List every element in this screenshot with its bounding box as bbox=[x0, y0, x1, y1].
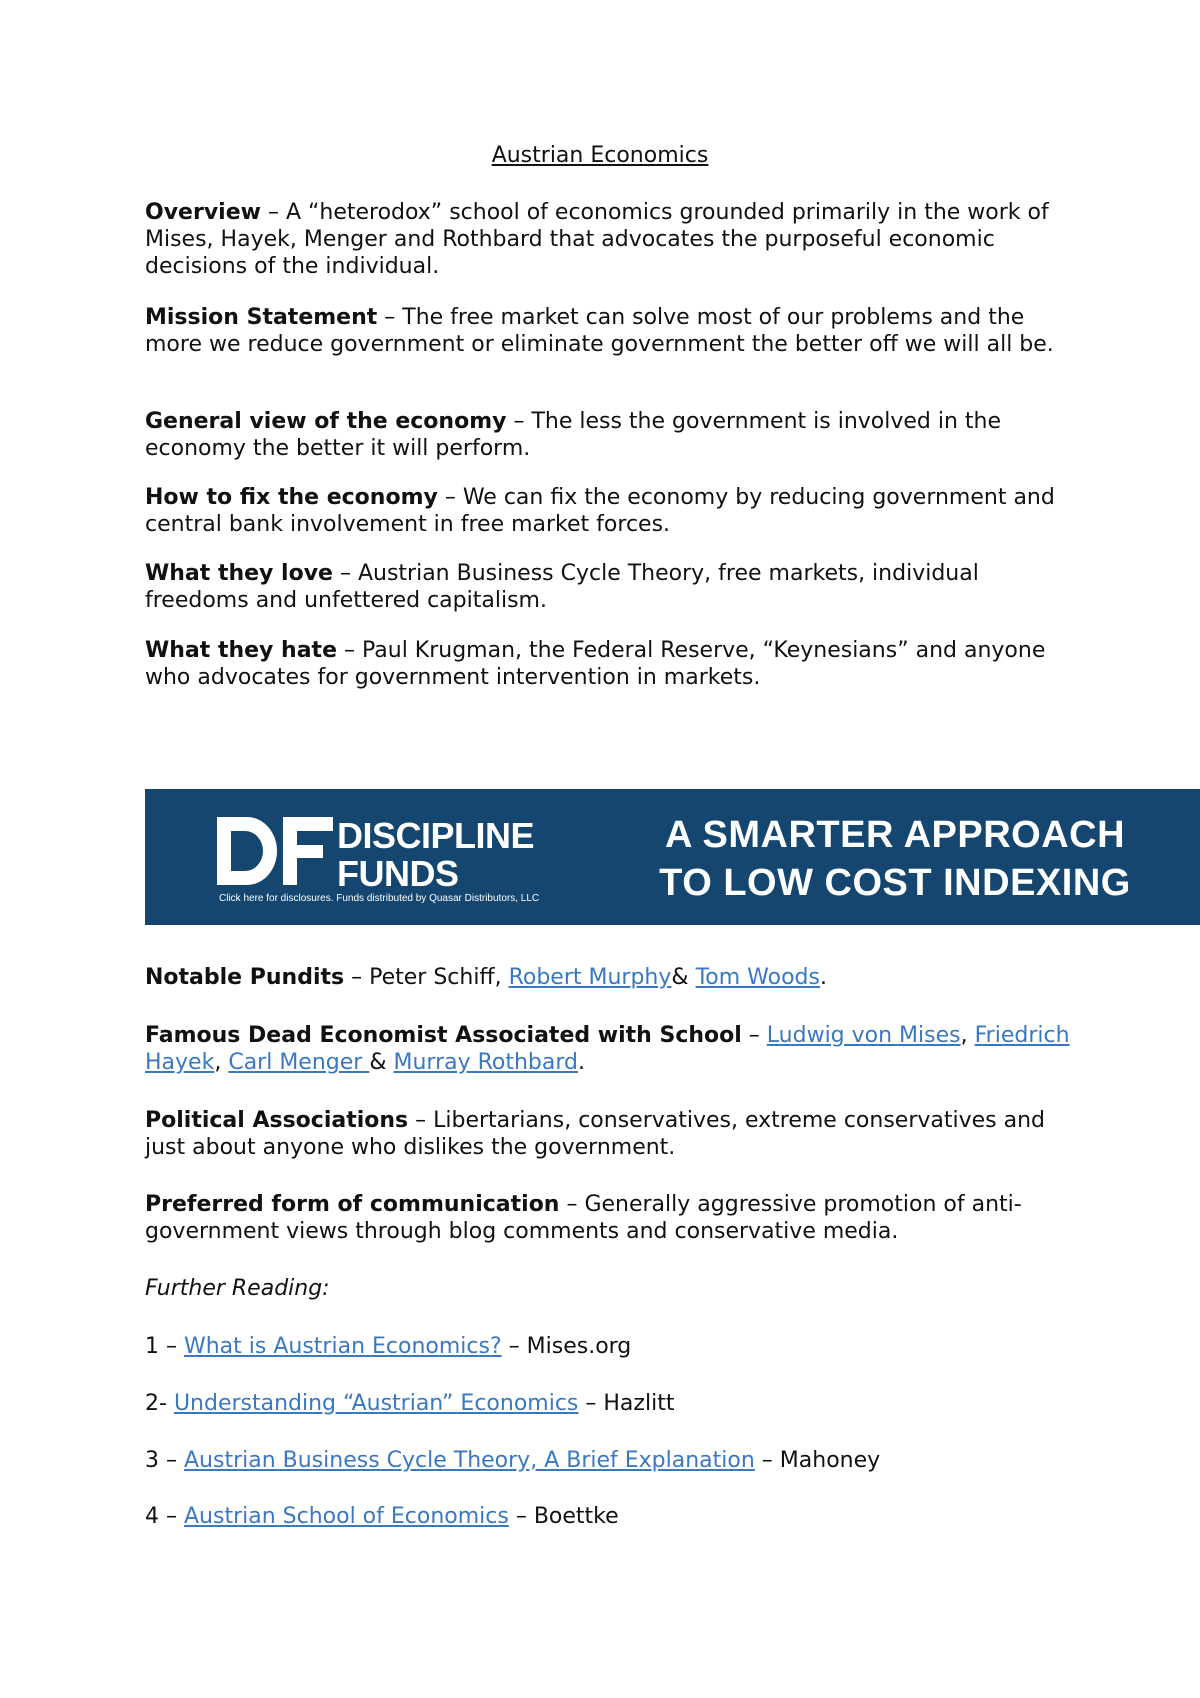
separator-2: , bbox=[214, 1050, 229, 1075]
mission-paragraph bbox=[145, 304, 1075, 358]
general-view-paragraph bbox=[145, 408, 1075, 462]
reading-link-2[interactable]: Understanding “Austrian” Economics bbox=[173, 1391, 579, 1416]
mission-label: Mission Statement bbox=[145, 305, 378, 330]
friedrich-hayek-link[interactable]: Friedrich Hayek bbox=[145, 1023, 1070, 1075]
reading-item-4 bbox=[145, 1503, 1075, 1530]
hate-label: What they hate bbox=[145, 638, 337, 663]
reading-item-3 bbox=[145, 1447, 1075, 1474]
pundits-suffix: . bbox=[819, 965, 827, 990]
tagline-line-2: TO LOW COST INDEXING bbox=[659, 862, 1131, 904]
reading-item-1 bbox=[145, 1333, 1075, 1360]
hate-paragraph bbox=[145, 637, 1075, 691]
political-text: – Libertarians, conservatives, extreme conservatives and just about anyone who dislikes the government. bbox=[145, 1108, 1046, 1160]
page-title: Austrian Economics bbox=[491, 143, 709, 168]
reading-source: – Mises.org bbox=[501, 1334, 632, 1359]
fix-paragraph bbox=[145, 484, 1075, 538]
love-label: What they love bbox=[145, 561, 333, 586]
reading-item-2 bbox=[145, 1390, 1075, 1417]
tom-woods-link[interactable]: Tom Woods bbox=[695, 965, 820, 990]
brand-line-2: FUNDS bbox=[337, 853, 459, 894]
reading-number: 4 – bbox=[145, 1504, 184, 1529]
murray-rothbard-link[interactable]: Murray Rothbard bbox=[393, 1050, 579, 1075]
love-text: – Austrian Business Cycle Theory, free markets, individual freedoms and unfettered capitalism. bbox=[145, 561, 979, 613]
pundits-paragraph bbox=[145, 964, 1075, 991]
ludwig-von-mises-link[interactable]: Ludwig von Mises bbox=[766, 1023, 961, 1048]
reading-number: 2- bbox=[145, 1391, 174, 1416]
communication-label: Preferred form of communication bbox=[145, 1192, 560, 1217]
communication-text: – Generally aggressive promotion of anti-government views through blog comments and conservative media. bbox=[145, 1192, 1022, 1244]
pundits-separator: & bbox=[671, 965, 696, 990]
brand-name bbox=[337, 817, 534, 893]
discipline-funds-banner[interactable] bbox=[145, 789, 1200, 925]
dead-economists-paragraph bbox=[145, 1022, 1075, 1076]
reading-source: – Hazlitt bbox=[578, 1391, 675, 1416]
separator-3: & bbox=[369, 1050, 394, 1075]
reading-number: 1 – bbox=[145, 1334, 184, 1359]
overview-text: – A “heterodox” school of economics grounded primarily in the work of Mises, Hayek, Menger and Rothbard that advocates the purposeful economic decisions of the individual. bbox=[145, 200, 1049, 279]
brand-line-1: DISCIPLINE bbox=[337, 815, 535, 856]
reading-link-3[interactable]: Austrian Business Cycle Theory, A Brief Explanation bbox=[183, 1448, 755, 1473]
overview-paragraph bbox=[145, 199, 1075, 280]
carl-menger-link[interactable]: Carl Menger bbox=[228, 1050, 370, 1075]
political-paragraph bbox=[145, 1107, 1075, 1161]
tagline-line-1: A SMARTER APPROACH bbox=[664, 814, 1126, 856]
dead-economists-prefix: – bbox=[741, 1023, 767, 1048]
love-paragraph bbox=[145, 560, 1075, 614]
general-view-label: General view of the economy bbox=[145, 409, 507, 434]
robert-murphy-link[interactable]: Robert Murphy bbox=[508, 965, 672, 990]
disclosure-text[interactable]: Click here for disclosures. Funds distributed by Quasar Distributors, LLC bbox=[219, 893, 540, 904]
pundits-prefix: – Peter Schiff, bbox=[344, 965, 509, 990]
mission-text: – The free market can solve most of our problems and the more we reduce government or eliminate government the better off we will all be. bbox=[145, 305, 1054, 357]
dead-economists-label: Famous Dead Economist Associated with School bbox=[145, 1023, 742, 1048]
dead-economists-suffix: . bbox=[578, 1050, 586, 1075]
df-logo-icon bbox=[217, 817, 335, 885]
further-reading-heading: Further Reading: bbox=[145, 1276, 330, 1301]
pundits-label: Notable Pundits bbox=[145, 965, 345, 990]
hate-text: – Paul Krugman, the Federal Reserve, “Keynesians” and anyone who advocates for government intervention in markets. bbox=[145, 638, 1046, 690]
communication-paragraph bbox=[145, 1191, 1075, 1245]
reading-link-1[interactable]: What is Austrian Economics? bbox=[183, 1334, 502, 1359]
reading-link-4[interactable]: Austrian School of Economics bbox=[183, 1504, 509, 1529]
reading-source: – Mahoney bbox=[754, 1448, 881, 1473]
reading-number: 3 – bbox=[145, 1448, 184, 1473]
fix-label: How to fix the economy bbox=[145, 485, 438, 510]
separator-1: , bbox=[960, 1023, 975, 1048]
reading-source: – Boettke bbox=[508, 1504, 619, 1529]
general-view-text: – The less the government is involved in the economy the better it will perform. bbox=[145, 409, 1002, 461]
fix-text: – We can fix the economy by reducing government and central bank involvement in free market forces. bbox=[145, 485, 1055, 537]
overview-label: Overview bbox=[145, 200, 261, 225]
political-label: Political Associations bbox=[145, 1108, 409, 1133]
banner-tagline bbox=[635, 811, 1155, 907]
